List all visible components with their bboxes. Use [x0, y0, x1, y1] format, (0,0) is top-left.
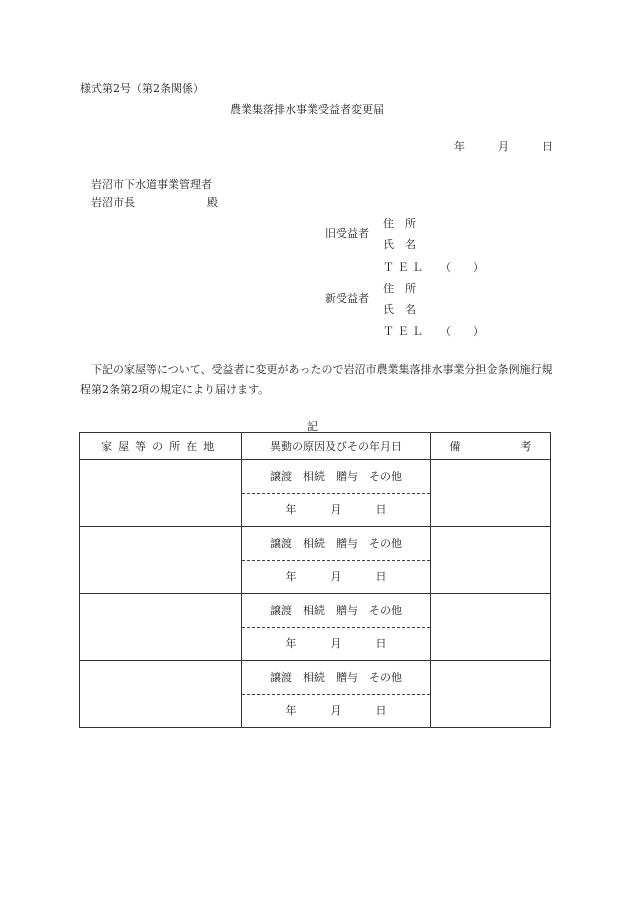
new-beneficiary-tel-label: Ｔ Ｅ Ｌ — [383, 325, 423, 338]
reason-cell — [242, 460, 430, 527]
addressee-line1: 岩沼市下水道事業管理者 — [91, 178, 212, 191]
remarks-cell[interactable] — [430, 661, 550, 728]
document-title: 農業集落排水事業受益者変更届 — [230, 103, 384, 116]
location-cell[interactable] — [80, 661, 242, 728]
reason-options[interactable]: 譲渡 相続 贈与 その他 — [242, 460, 429, 494]
old-beneficiary-label: 旧受益者 — [325, 227, 369, 240]
change-date[interactable]: 年 月 日 — [285, 637, 387, 650]
body-text: 下記の家屋等について、受益者に変更があったので岩沼市農業集落排水事業分担金条例施行規程第2条第2項の規定により届けます。 — [80, 363, 553, 396]
date-year: 年 — [454, 140, 465, 153]
table-row — [80, 527, 551, 594]
submission-date — [454, 138, 553, 154]
old-beneficiary-tel-label: Ｔ Ｅ Ｌ — [383, 261, 423, 274]
reason-options[interactable]: 譲渡 相続 贈与 その他 — [242, 527, 429, 561]
old-beneficiary-address-label: 住 所 — [383, 217, 416, 230]
change-date[interactable]: 年 月 日 — [285, 503, 387, 516]
location-cell[interactable] — [80, 460, 242, 527]
form-number: 様式第2号（第2条関係） — [80, 82, 204, 95]
date-month: 月 — [498, 140, 509, 153]
table-row — [80, 594, 551, 661]
remarks-cell[interactable] — [430, 460, 550, 527]
remarks-cell[interactable] — [430, 527, 550, 594]
reason-options[interactable]: 譲渡 相続 贈与 その他 — [242, 661, 429, 695]
header-location: 家屋等の所在地 — [80, 433, 242, 460]
addressee-line2 — [91, 194, 218, 210]
reason-cell — [242, 527, 430, 594]
table-row — [80, 460, 551, 527]
new-beneficiary-label: 新受益者 — [325, 292, 369, 305]
old-beneficiary-name-label: 氏 名 — [383, 238, 416, 251]
table-row — [80, 661, 551, 728]
reason-options[interactable]: 譲渡 相続 贈与 その他 — [242, 594, 429, 628]
new-beneficiary-tel-value: （ ） — [440, 325, 484, 338]
old-beneficiary-tel-value: （ ） — [440, 261, 484, 274]
change-date[interactable]: 年 月 日 — [285, 570, 387, 583]
addressee-mayor: 岩沼市長 — [91, 196, 135, 209]
new-beneficiary-name-label: 氏 名 — [383, 303, 416, 316]
location-cell[interactable] — [80, 527, 242, 594]
change-date[interactable]: 年 月 日 — [285, 704, 387, 717]
addressee-honorific: 殿 — [207, 196, 218, 209]
change-table — [79, 432, 551, 728]
remarks-cell[interactable] — [430, 594, 550, 661]
ki-heading: 記 — [307, 420, 318, 433]
reason-cell — [242, 661, 430, 728]
location-cell[interactable] — [80, 594, 242, 661]
table-header-row — [80, 433, 551, 460]
date-day: 日 — [542, 140, 553, 153]
new-beneficiary-address-label: 住 所 — [383, 282, 416, 295]
header-remarks: 備 考 — [430, 433, 550, 460]
reason-cell — [242, 594, 430, 661]
header-reason-date: 異動の原因及びその年月日 — [242, 433, 430, 460]
